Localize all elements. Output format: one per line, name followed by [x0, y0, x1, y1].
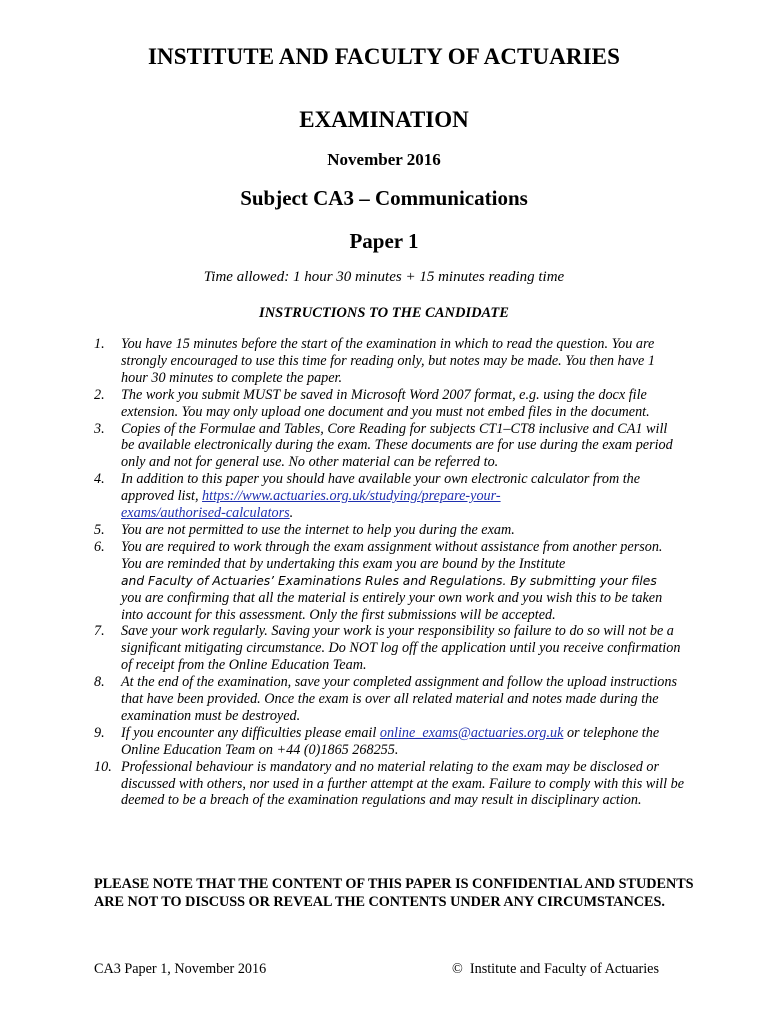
instruction-text: Copies of the Formulae and Tables, Core Reading for subjects CT1–CT8 inclusive and CA1 will be available electronically during the exam. These documents are for use during the exam period only and not for general use. No other material can be referred to. [121, 420, 673, 471]
instruction-item [94, 674, 684, 725]
instruction-item [94, 759, 684, 810]
instructions-heading: INSTRUCTIONS TO THE CANDIDATE [259, 305, 509, 321]
subject-title: Subject CA3 – Communications [240, 186, 528, 210]
instruction-text: Professional behaviour is mandatory and no material relating to the exam may be disclosed or discussed with others, nor used in a further attempt at the exam. Failure to comply with this will be deemed to be a breach of the examination regulations and may result in disciplinary action. [121, 758, 684, 809]
instruction-item [94, 336, 684, 387]
instruction-number: 9. [94, 724, 105, 741]
time-allowed: Time allowed: 1 hour 30 minutes + 15 minutes reading time [203, 269, 565, 285]
instruction-item [94, 725, 684, 759]
instruction-number: 6. [94, 538, 105, 555]
footer-copyright [452, 961, 659, 978]
instruction-text: You are required to work through the exam assignment without assistance from another person. You are reminded that by undertaking this exam you are bound by the Institute [121, 538, 663, 572]
confidentiality-notice: PLEASE NOTE THAT THE CONTENT OF THIS PAPER IS CONFIDENTIAL AND STUDENTS ARE NOT TO DISCUSS OR REVEAL THE CONTENTS UNDER ANY CIRCUMSTANCES. [94, 876, 694, 910]
paper-number: Paper 1 [349, 229, 419, 253]
exam-date: November 2016 [327, 150, 441, 169]
instruction-number: 7. [94, 623, 105, 640]
footer-paper-reference: CA3 Paper 1, November 2016 [94, 961, 267, 977]
copyright-icon: © [452, 961, 463, 977]
instruction-text: The work you submit MUST be saved in Microsoft Word 2007 format, e.g. using the docx file extension. You may only upload one document and you must not embed files in the document. [121, 386, 650, 420]
instruction-number: 2. [94, 386, 105, 403]
instruction-text-end: . [289, 505, 294, 522]
instruction-number: 8. [94, 674, 105, 691]
instruction-text-end: or telephone the Online Education Team on +44 (0)1865 268255. [121, 724, 660, 758]
instruction-text: Save your work regularly. Saving your work is your responsibility so failure to do so will not be a significant mitigating circumstance. Do NOT log off the application until you receive confirmation of receipt from the Online Education Team. [121, 623, 681, 674]
instruction-item [94, 471, 684, 522]
instruction-item [94, 387, 684, 421]
instruction-item [94, 623, 684, 674]
calculators-link-line1: https://www.actuaries.org.uk/studying/prepare-your- [202, 488, 501, 505]
instruction-number: 5. [94, 521, 105, 538]
instruction-item [94, 421, 684, 472]
instruction-text: At the end of the examination, save your completed assignment and follow the upload instructions that have been provided. Once the exam is over all related material and notes made during the examination must be destroyed. [121, 674, 677, 724]
instruction-item [94, 522, 684, 539]
calculators-link-line2: exams/authorised-calculators [121, 505, 290, 522]
instruction-text: You have 15 minutes before the start of the examination in which to read the question. You are strongly encouraged to use this time for reading only, but notes may be made. You then have 1 hour 30 minutes to complete the paper. [121, 336, 655, 386]
email-link[interactable]: online_exams@actuaries.org.uk [379, 724, 564, 741]
instruction-text: If you encounter any difficulties please email [121, 724, 380, 741]
instruction-text: In addition to this paper you should have available your own electronic calculator from the approved list, [121, 471, 641, 505]
institute-title: INSTITUTE AND FACULTY OF ACTUARIES [147, 44, 621, 69]
instruction-number: 10. [94, 758, 112, 775]
instructions-list [94, 336, 684, 809]
instruction-text: You are not permitted to use the internet to help you during the exam. [121, 521, 515, 538]
instruction-text-end: you are confirming that all the material is entirely your own work and you wish this to be taken into account for this assessment. Only the first submissions will be accepted. [121, 589, 663, 623]
instruction-item [94, 539, 684, 624]
instruction-number: 1. [94, 336, 105, 352]
instruction-text-rules: and Faculty of Actuaries’ Examinations Rules and Regulations. By submitting your files [121, 573, 657, 588]
examination-heading: EXAMINATION [299, 107, 469, 132]
instruction-number: 4. [94, 471, 105, 488]
instruction-number: 3. [94, 420, 105, 437]
copyright-holder: Institute and Faculty of Actuaries [469, 961, 659, 977]
